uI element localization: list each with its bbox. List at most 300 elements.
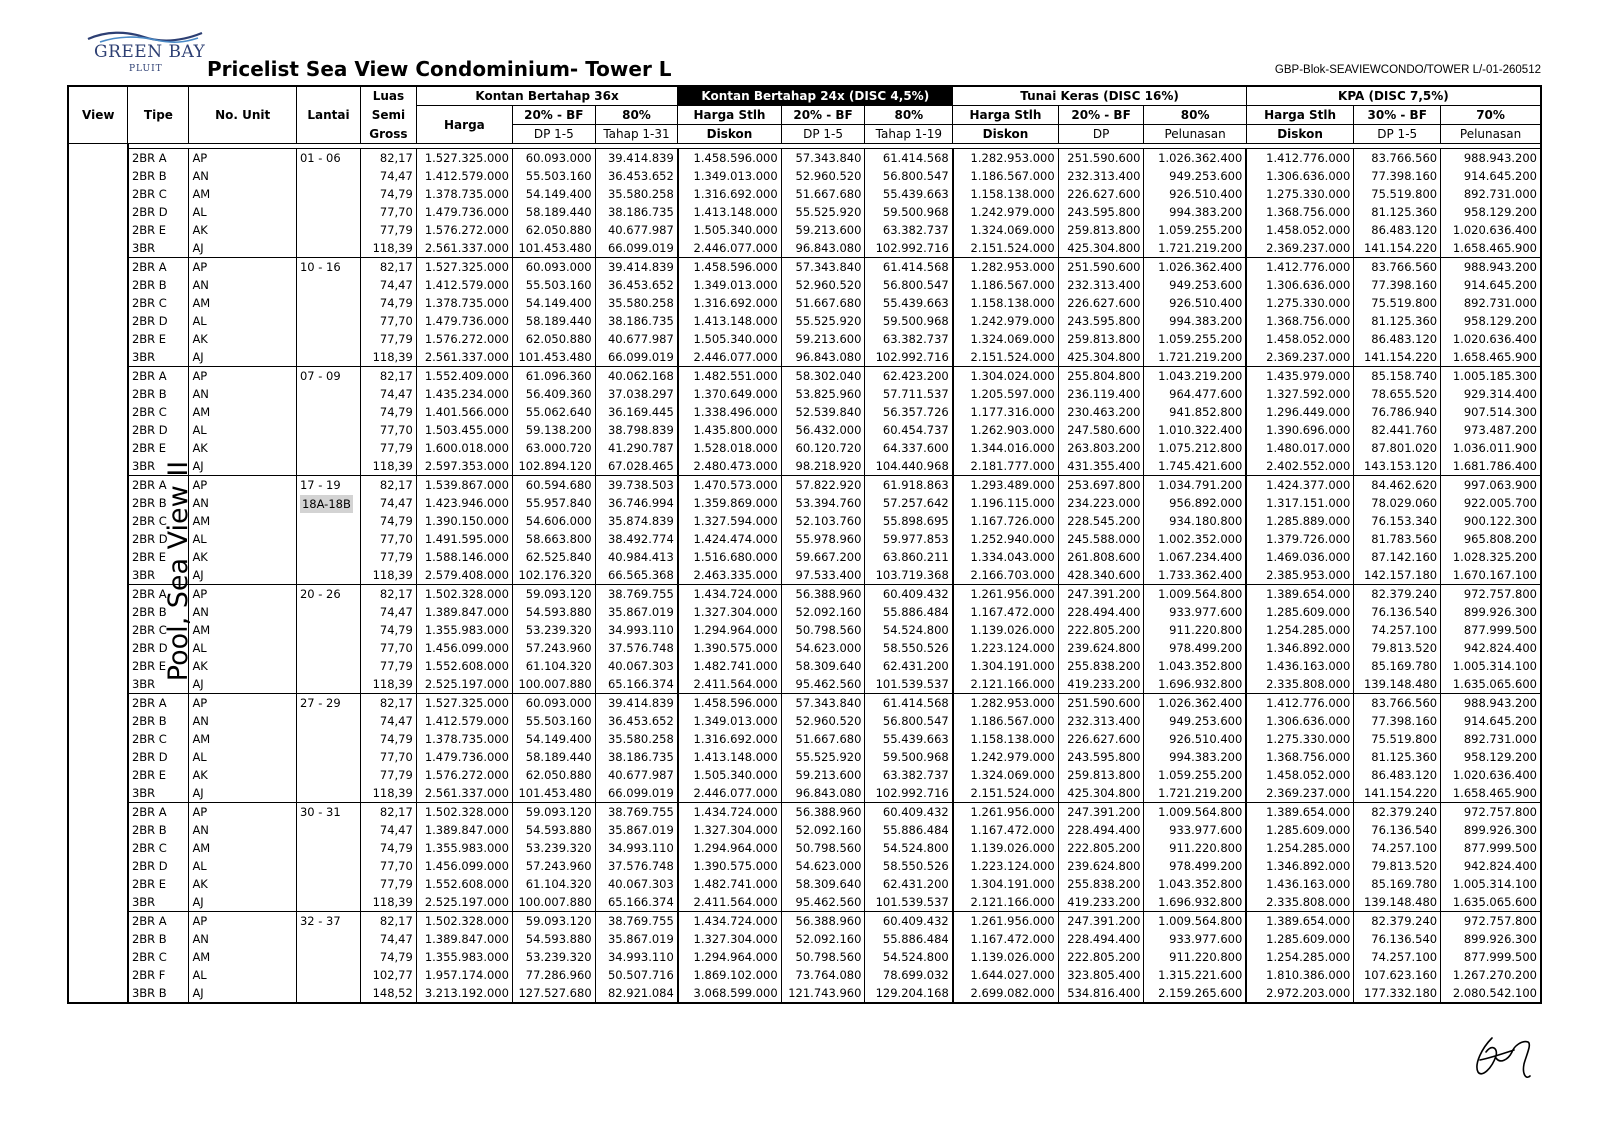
area-cell: 118,39 xyxy=(361,675,417,694)
disc-price-cell: 1.324.069.000 xyxy=(953,766,1058,784)
table-row xyxy=(68,603,1541,621)
price-cell: 1.435.234.000 xyxy=(416,385,512,403)
payoff-cell: 914.645.200 xyxy=(1441,276,1541,294)
disc-price-cell: 1.285.609.000 xyxy=(1246,821,1354,839)
dp-cell: 323.805.400 xyxy=(1058,966,1144,984)
disc-price-cell: 1.390.575.000 xyxy=(678,857,781,875)
installment-cell: 55.439.663 xyxy=(865,294,953,312)
unit-type-cell: 2BR A xyxy=(128,912,189,931)
unit-type-cell: 2BR B xyxy=(128,167,189,185)
disc-price-cell: 1.389.654.000 xyxy=(1246,585,1354,604)
unit-number-cell: AL xyxy=(189,312,297,330)
installment-cell: 36.453.652 xyxy=(595,167,678,185)
price-cell: 1.527.325.000 xyxy=(416,694,512,713)
disc-price-cell: 1.261.956.000 xyxy=(953,803,1058,822)
dp-cell: 247.391.200 xyxy=(1058,803,1144,822)
payoff-cell: 972.757.800 xyxy=(1441,585,1541,604)
dp-cell: 141.154.220 xyxy=(1354,784,1441,803)
header-g4-dp: 30% - BF xyxy=(1354,106,1441,125)
payoff-cell: 877.999.500 xyxy=(1441,948,1541,966)
disc-price-cell: 2.335.808.000 xyxy=(1246,893,1354,912)
table-row xyxy=(68,494,1541,512)
area-cell: 74,79 xyxy=(361,621,417,639)
dp-cell: 54.623.000 xyxy=(781,639,865,657)
unit-type-cell: 2BR C xyxy=(128,839,189,857)
installment-cell: 40.067.303 xyxy=(595,875,678,893)
dp-cell: 53.239.320 xyxy=(512,948,595,966)
unit-number-cell: AN xyxy=(189,821,297,839)
table-row xyxy=(68,566,1541,585)
header-g4-price-line2: Diskon xyxy=(1246,125,1354,144)
dp-cell: 251.590.600 xyxy=(1058,149,1144,168)
unit-number-cell: AP xyxy=(189,912,297,931)
payoff-cell: 958.129.200 xyxy=(1441,203,1541,221)
area-cell: 102,77 xyxy=(361,966,417,984)
disc-price-cell: 1.282.953.000 xyxy=(953,258,1058,277)
dp-cell: 51.667.680 xyxy=(781,294,865,312)
table-row xyxy=(68,530,1541,548)
disc-price-cell: 1.413.148.000 xyxy=(678,748,781,766)
disc-price-cell: 1.458.052.000 xyxy=(1246,221,1354,239)
disc-price-cell: 1.282.953.000 xyxy=(953,149,1058,168)
installment-cell: 58.550.526 xyxy=(865,857,953,875)
payoff-cell: 1.670.167.100 xyxy=(1441,566,1541,585)
dp-cell: 87.801.020 xyxy=(1354,439,1441,457)
dp-cell: 54.606.000 xyxy=(512,512,595,530)
installment-cell: 55.886.484 xyxy=(865,930,953,948)
payoff-cell: 933.977.600 xyxy=(1144,821,1246,839)
header-g4-price: Harga Stlh xyxy=(1246,106,1354,125)
dp-cell: 55.503.160 xyxy=(512,167,595,185)
area-cell: 82,17 xyxy=(361,149,417,168)
payoff-cell: 877.999.500 xyxy=(1441,621,1541,639)
disc-price-cell: 1.242.979.000 xyxy=(953,748,1058,766)
installment-cell: 40.062.168 xyxy=(595,367,678,386)
dp-cell: 55.525.920 xyxy=(781,203,865,221)
dp-cell: 60.594.680 xyxy=(512,476,595,495)
area-cell: 77,70 xyxy=(361,857,417,875)
dp-cell: 82.379.240 xyxy=(1354,912,1441,931)
disc-price-cell: 1.344.016.000 xyxy=(953,439,1058,457)
unit-number-cell: AM xyxy=(189,185,297,203)
price-cell: 1.378.735.000 xyxy=(416,730,512,748)
table-row xyxy=(68,457,1541,476)
area-cell: 118,39 xyxy=(361,784,417,803)
table-row xyxy=(68,930,1541,948)
unit-number-cell: AJ xyxy=(189,675,297,694)
payoff-cell: 914.645.200 xyxy=(1441,712,1541,730)
dp-cell: 82.379.240 xyxy=(1354,585,1441,604)
unit-type-cell: 2BR E xyxy=(128,548,189,566)
installment-cell: 36.169.445 xyxy=(595,403,678,421)
header-g1-dp: 20% - BF xyxy=(512,106,595,125)
area-cell: 74,47 xyxy=(361,712,417,730)
installment-cell: 63.860.211 xyxy=(865,548,953,566)
disc-price-cell: 2.151.524.000 xyxy=(953,784,1058,803)
payoff-cell: 1.745.421.600 xyxy=(1144,457,1246,476)
dp-cell: 60.120.720 xyxy=(781,439,865,457)
price-cell: 2.561.337.000 xyxy=(416,239,512,258)
dp-cell: 76.136.540 xyxy=(1354,603,1441,621)
price-cell: 1.479.736.000 xyxy=(416,203,512,221)
unit-type-cell: 3BR xyxy=(128,784,189,803)
unit-number-cell: AP xyxy=(189,149,297,168)
dp-cell: 431.355.400 xyxy=(1058,457,1144,476)
dp-cell: 86.483.120 xyxy=(1354,330,1441,348)
payoff-cell: 1.034.791.200 xyxy=(1144,476,1246,495)
disc-price-cell: 2.972.203.000 xyxy=(1246,984,1354,1003)
dp-cell: 78.655.520 xyxy=(1354,385,1441,403)
disc-price-cell: 1.434.724.000 xyxy=(678,912,781,931)
table-row xyxy=(68,839,1541,857)
dp-cell: 222.805.200 xyxy=(1058,948,1144,966)
unit-number-cell: AJ xyxy=(189,457,297,476)
table-row xyxy=(68,639,1541,657)
price-cell: 1.527.325.000 xyxy=(416,258,512,277)
payoff-cell: 900.122.300 xyxy=(1441,512,1541,530)
floor-range: 30 - 31 xyxy=(299,805,341,819)
floor-range: 20 - 26 xyxy=(299,587,341,601)
header-g3-price-line2: Diskon xyxy=(953,125,1058,144)
disc-price-cell: 2.166.703.000 xyxy=(953,566,1058,585)
disc-price-cell: 1.368.756.000 xyxy=(1246,312,1354,330)
price-cell: 1.423.946.000 xyxy=(416,494,512,512)
price-cell: 1.412.579.000 xyxy=(416,167,512,185)
price-cell: 1.539.867.000 xyxy=(416,476,512,495)
disc-price-cell: 1.254.285.000 xyxy=(1246,621,1354,639)
installment-cell: 60.409.432 xyxy=(865,912,953,931)
payoff-cell: 1.020.636.400 xyxy=(1441,221,1541,239)
dp-cell: 52.960.520 xyxy=(781,276,865,294)
dp-cell: 96.843.080 xyxy=(781,784,865,803)
payoff-cell: 1.721.219.200 xyxy=(1144,784,1246,803)
dp-cell: 121.743.960 xyxy=(781,984,865,1003)
installment-cell: 38.186.735 xyxy=(595,203,678,221)
payoff-cell: 892.731.000 xyxy=(1441,185,1541,203)
payoff-cell: 1.010.322.400 xyxy=(1144,421,1246,439)
disc-price-cell: 1.252.940.000 xyxy=(953,530,1058,548)
dp-cell: 255.838.200 xyxy=(1058,875,1144,893)
installment-cell: 64.337.600 xyxy=(865,439,953,457)
installment-cell: 35.867.019 xyxy=(595,603,678,621)
dp-cell: 79.813.520 xyxy=(1354,639,1441,657)
unit-number-cell: AK xyxy=(189,548,297,566)
unit-type-cell: 2BR D xyxy=(128,748,189,766)
dp-cell: 230.463.200 xyxy=(1058,403,1144,421)
page-title: Pricelist Sea View Condominium- Tower L xyxy=(207,57,672,81)
payoff-cell: 1.005.314.100 xyxy=(1441,657,1541,675)
disc-price-cell: 1.338.496.000 xyxy=(678,403,781,421)
payoff-cell: 1.020.636.400 xyxy=(1441,766,1541,784)
disc-price-cell: 1.470.573.000 xyxy=(678,476,781,495)
disc-price-cell: 3.068.599.000 xyxy=(678,984,781,1003)
dp-cell: 232.313.400 xyxy=(1058,167,1144,185)
payoff-cell: 907.514.300 xyxy=(1441,403,1541,421)
subheader-g3-balance: Pelunasan xyxy=(1144,125,1246,144)
dp-cell: 55.957.840 xyxy=(512,494,595,512)
payoff-cell: 997.063.900 xyxy=(1441,476,1541,495)
dp-cell: 62.050.880 xyxy=(512,766,595,784)
payoff-cell: 899.926.300 xyxy=(1441,930,1541,948)
disc-price-cell: 1.223.124.000 xyxy=(953,639,1058,657)
disc-price-cell: 2.446.077.000 xyxy=(678,784,781,803)
area-cell: 74,79 xyxy=(361,512,417,530)
dp-cell: 52.103.760 xyxy=(781,512,865,530)
unit-number-cell: AJ xyxy=(189,239,297,258)
unit-number-cell: AM xyxy=(189,730,297,748)
installment-cell: 62.423.200 xyxy=(865,367,953,386)
dp-cell: 101.453.480 xyxy=(512,239,595,258)
dp-cell: 259.813.800 xyxy=(1058,221,1144,239)
installment-cell: 66.099.019 xyxy=(595,348,678,367)
floor-range: 32 - 37 xyxy=(299,914,341,928)
payoff-cell: 1.267.270.200 xyxy=(1441,966,1541,984)
payoff-cell: 958.129.200 xyxy=(1441,748,1541,766)
installment-cell: 34.993.110 xyxy=(595,621,678,639)
dp-cell: 226.627.600 xyxy=(1058,294,1144,312)
disc-price-cell: 1.505.340.000 xyxy=(678,330,781,348)
area-cell: 74,47 xyxy=(361,385,417,403)
dp-cell: 61.096.360 xyxy=(512,367,595,386)
area-cell: 74,47 xyxy=(361,603,417,621)
disc-price-cell: 1.167.726.000 xyxy=(953,512,1058,530)
installment-cell: 66.099.019 xyxy=(595,239,678,258)
disc-price-cell: 1.368.756.000 xyxy=(1246,748,1354,766)
installment-cell: 38.769.755 xyxy=(595,585,678,604)
dp-cell: 245.588.000 xyxy=(1058,530,1144,548)
price-cell: 1.412.579.000 xyxy=(416,276,512,294)
disc-price-cell: 1.434.724.000 xyxy=(678,585,781,604)
payoff-cell: 956.892.000 xyxy=(1144,494,1246,512)
unit-number-cell: AL xyxy=(189,421,297,439)
header-g3-price: Harga Stlh xyxy=(953,106,1058,125)
disc-price-cell: 1.436.163.000 xyxy=(1246,875,1354,893)
installment-cell: 40.677.987 xyxy=(595,766,678,784)
installment-cell: 61.414.568 xyxy=(865,694,953,713)
header-g2-dp: 20% - BF xyxy=(781,106,865,125)
unit-type-cell: 3BR xyxy=(128,239,189,258)
dp-cell: 54.593.880 xyxy=(512,821,595,839)
unit-type-cell: 3BR xyxy=(128,893,189,912)
price-cell: 1.355.983.000 xyxy=(416,621,512,639)
area-cell: 118,39 xyxy=(361,348,417,367)
disc-price-cell: 1.254.285.000 xyxy=(1246,839,1354,857)
installment-cell: 35.867.019 xyxy=(595,930,678,948)
header-luas-gross: Gross xyxy=(361,125,417,144)
unit-number-cell: AM xyxy=(189,839,297,857)
payoff-cell: 1.009.564.800 xyxy=(1144,803,1246,822)
dp-cell: 239.624.800 xyxy=(1058,857,1144,875)
unit-type-cell: 2BR E xyxy=(128,657,189,675)
installment-cell: 34.993.110 xyxy=(595,948,678,966)
dp-cell: 96.843.080 xyxy=(781,348,865,367)
installment-cell: 62.431.200 xyxy=(865,875,953,893)
installment-cell: 38.769.755 xyxy=(595,803,678,822)
disc-price-cell: 1.458.596.000 xyxy=(678,694,781,713)
dp-cell: 52.960.520 xyxy=(781,712,865,730)
installment-cell: 56.800.547 xyxy=(865,712,953,730)
installment-cell: 37.576.748 xyxy=(595,639,678,657)
dp-cell: 81.125.360 xyxy=(1354,203,1441,221)
disc-price-cell: 1.434.724.000 xyxy=(678,803,781,822)
dp-cell: 75.519.800 xyxy=(1354,294,1441,312)
disc-price-cell: 1.316.692.000 xyxy=(678,294,781,312)
dp-cell: 57.243.960 xyxy=(512,639,595,657)
installment-cell: 61.414.568 xyxy=(865,258,953,277)
unit-type-cell: 3BR B xyxy=(128,984,189,1003)
dp-cell: 101.453.480 xyxy=(512,784,595,803)
dp-cell: 177.332.180 xyxy=(1354,984,1441,1003)
dp-cell: 62.050.880 xyxy=(512,330,595,348)
dp-cell: 55.978.960 xyxy=(781,530,865,548)
payoff-cell: 949.253.600 xyxy=(1144,712,1246,730)
disc-price-cell: 1.469.036.000 xyxy=(1246,548,1354,566)
floor-range: 07 - 09 xyxy=(299,369,341,383)
disc-price-cell: 1.285.609.000 xyxy=(1246,603,1354,621)
table-row xyxy=(68,221,1541,239)
disc-price-cell: 1.349.013.000 xyxy=(678,167,781,185)
payoff-cell: 892.731.000 xyxy=(1441,294,1541,312)
table-row xyxy=(68,730,1541,748)
dp-cell: 425.304.800 xyxy=(1058,784,1144,803)
installment-cell: 39.738.503 xyxy=(595,476,678,495)
dp-cell: 59.138.200 xyxy=(512,421,595,439)
payoff-cell: 926.510.400 xyxy=(1144,185,1246,203)
unit-type-cell: 3BR xyxy=(128,457,189,476)
installment-cell: 54.524.800 xyxy=(865,839,953,857)
unit-type-cell: 2BR E xyxy=(128,439,189,457)
header-group-kpa: KPA (DISC 7,5%) xyxy=(1246,86,1541,106)
dp-cell: 255.838.200 xyxy=(1058,657,1144,675)
unit-number-cell: AK xyxy=(189,439,297,457)
area-cell: 118,39 xyxy=(361,566,417,585)
installment-cell: 104.440.968 xyxy=(865,457,953,476)
dp-cell: 59.213.600 xyxy=(781,221,865,239)
dp-cell: 57.822.920 xyxy=(781,476,865,495)
area-cell: 82,17 xyxy=(361,694,417,713)
payoff-cell: 914.645.200 xyxy=(1441,167,1541,185)
table-row xyxy=(68,948,1541,966)
price-cell: 1.378.735.000 xyxy=(416,294,512,312)
disc-price-cell: 1.327.592.000 xyxy=(1246,385,1354,403)
dp-cell: 56.409.360 xyxy=(512,385,595,403)
area-cell: 77,79 xyxy=(361,221,417,239)
dp-cell: 81.783.560 xyxy=(1354,530,1441,548)
dp-cell: 62.050.880 xyxy=(512,221,595,239)
price-cell: 3.213.192.000 xyxy=(416,984,512,1003)
floor-range-cell xyxy=(296,367,360,476)
area-cell: 118,39 xyxy=(361,457,417,476)
area-cell: 82,17 xyxy=(361,476,417,495)
disc-price-cell: 1.482.741.000 xyxy=(678,875,781,893)
view-label: Pool, Sea View II xyxy=(163,460,195,682)
dp-cell: 56.388.960 xyxy=(781,585,865,604)
unit-type-cell: 3BR xyxy=(128,348,189,367)
dp-cell: 63.000.720 xyxy=(512,439,595,457)
installment-cell: 55.439.663 xyxy=(865,185,953,203)
dp-cell: 58.189.440 xyxy=(512,312,595,330)
installment-cell: 34.993.110 xyxy=(595,839,678,857)
disc-price-cell: 1.505.340.000 xyxy=(678,221,781,239)
dp-cell: 56.432.000 xyxy=(781,421,865,439)
unit-type-cell: 2BR E xyxy=(128,330,189,348)
unit-number-cell: AL xyxy=(189,748,297,766)
area-cell: 118,39 xyxy=(361,893,417,912)
disc-price-cell: 1.167.472.000 xyxy=(953,821,1058,839)
dp-cell: 425.304.800 xyxy=(1058,348,1144,367)
payoff-cell: 965.808.200 xyxy=(1441,530,1541,548)
installment-cell: 59.500.968 xyxy=(865,312,953,330)
disc-price-cell: 1.167.472.000 xyxy=(953,603,1058,621)
payoff-cell: 994.383.200 xyxy=(1144,748,1246,766)
dp-cell: 74.257.100 xyxy=(1354,839,1441,857)
installment-cell: 63.382.737 xyxy=(865,221,953,239)
dp-cell: 247.580.600 xyxy=(1058,421,1144,439)
dp-cell: 97.533.400 xyxy=(781,566,865,585)
unit-type-cell: 2BR D xyxy=(128,203,189,221)
floor-range-cell xyxy=(296,258,360,367)
table-row xyxy=(68,421,1541,439)
payoff-cell: 929.314.400 xyxy=(1441,385,1541,403)
table-row xyxy=(68,367,1541,386)
installment-cell: 65.166.374 xyxy=(595,675,678,694)
dp-cell: 59.213.600 xyxy=(781,766,865,784)
installment-cell: 39.414.839 xyxy=(595,258,678,277)
dp-cell: 247.391.200 xyxy=(1058,585,1144,604)
installment-cell: 62.431.200 xyxy=(865,657,953,675)
disc-price-cell: 2.446.077.000 xyxy=(678,348,781,367)
installment-cell: 37.038.297 xyxy=(595,385,678,403)
dp-cell: 52.092.160 xyxy=(781,603,865,621)
price-cell: 1.389.847.000 xyxy=(416,930,512,948)
disc-price-cell: 1.158.138.000 xyxy=(953,730,1058,748)
disc-price-cell: 1.346.892.000 xyxy=(1246,639,1354,657)
dp-cell: 251.590.600 xyxy=(1058,258,1144,277)
disc-price-cell: 1.346.892.000 xyxy=(1246,857,1354,875)
price-cell: 1.527.325.000 xyxy=(416,149,512,168)
dp-cell: 107.623.160 xyxy=(1354,966,1441,984)
unit-number-cell: AJ xyxy=(189,984,297,1003)
area-cell: 148,52 xyxy=(361,984,417,1003)
dp-cell: 53.239.320 xyxy=(512,839,595,857)
installment-cell: 59.977.853 xyxy=(865,530,953,548)
price-cell: 1.390.150.000 xyxy=(416,512,512,530)
disc-price-cell: 1.275.330.000 xyxy=(1246,730,1354,748)
payoff-cell: 1.721.219.200 xyxy=(1144,239,1246,258)
dp-cell: 226.627.600 xyxy=(1058,730,1144,748)
installment-cell: 39.414.839 xyxy=(595,694,678,713)
document-reference: GBP-Blok-SEAVIEWCONDO/TOWER L/-01-260512 xyxy=(1274,64,1541,76)
table-row xyxy=(68,657,1541,675)
floor-range-cell xyxy=(296,912,360,1004)
header-luas-semi: Semi xyxy=(361,106,417,125)
dp-cell: 232.313.400 xyxy=(1058,276,1144,294)
price-cell: 1.576.272.000 xyxy=(416,221,512,239)
installment-cell: 54.524.800 xyxy=(865,621,953,639)
installment-cell: 78.699.032 xyxy=(865,966,953,984)
dp-cell: 425.304.800 xyxy=(1058,239,1144,258)
payoff-cell: 911.220.800 xyxy=(1144,621,1246,639)
dp-cell: 139.148.480 xyxy=(1354,675,1441,694)
payoff-cell: 988.943.200 xyxy=(1441,694,1541,713)
payoff-cell: 911.220.800 xyxy=(1144,839,1246,857)
area-cell: 77,79 xyxy=(361,330,417,348)
payoff-cell: 1.658.465.900 xyxy=(1441,348,1541,367)
dp-cell: 81.125.360 xyxy=(1354,748,1441,766)
dp-cell: 139.148.480 xyxy=(1354,893,1441,912)
payoff-cell: 1.067.234.400 xyxy=(1144,548,1246,566)
dp-cell: 79.813.520 xyxy=(1354,857,1441,875)
